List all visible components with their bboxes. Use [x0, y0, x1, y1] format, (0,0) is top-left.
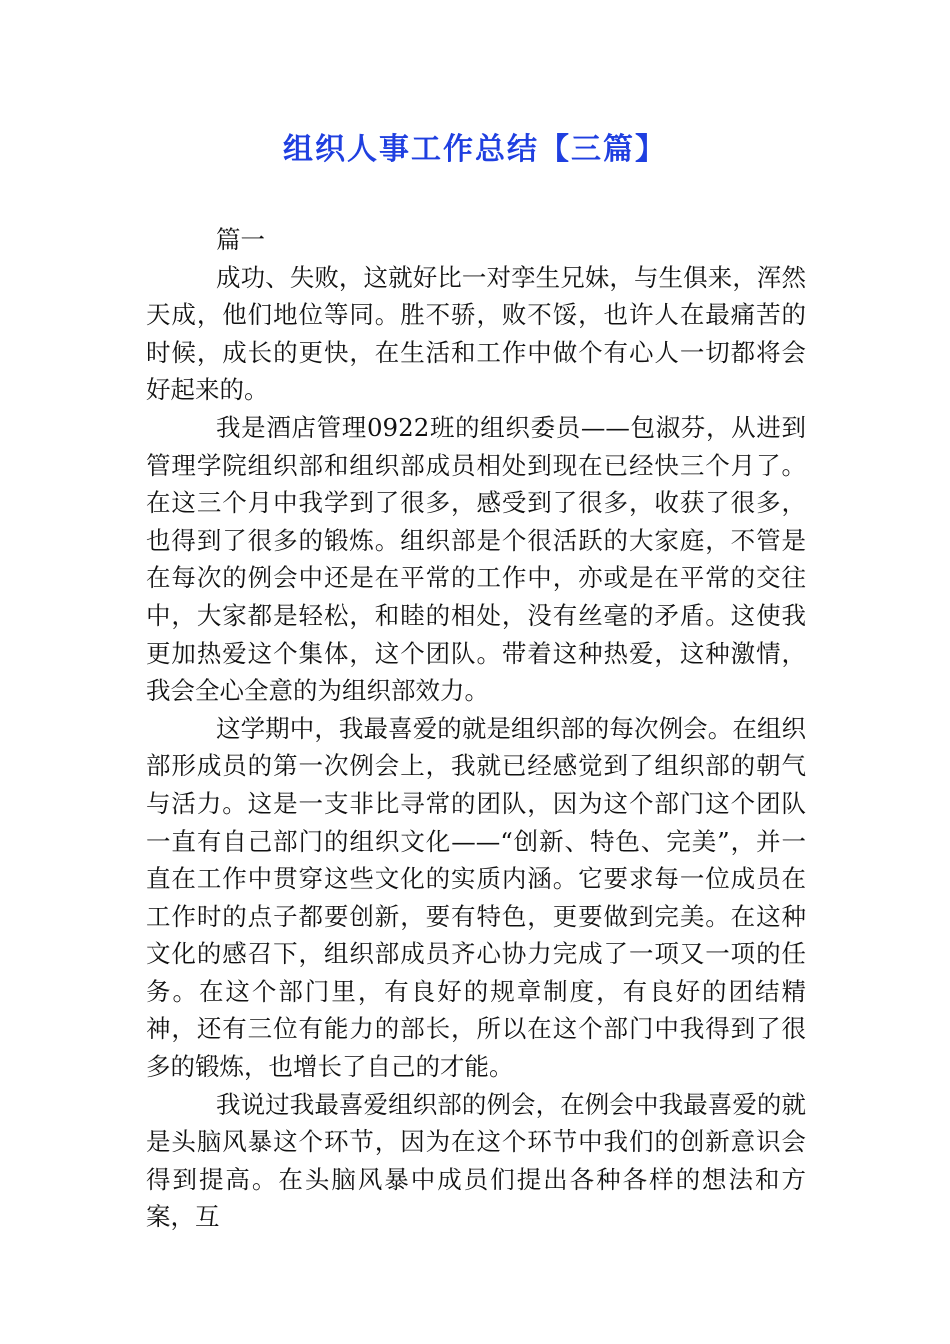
document-title: 组织人事工作总结【三篇】	[283, 132, 667, 167]
paragraph-3: 这学期中，我最喜爱的就是组织部的每次例会。在组织部形成员的第一次例会上，我就已经感觉到了组织部的朝气与活力。这是一支非比寻常的团队，因为这个部门这个团队一直有自己部门的组织文化——“创新、特色、完美”，并一直在工作中贯穿这些文化的实质内涵。它要求每一位成员在工作时的点子都要创新，要有特色，更要做到完美。在这种文化的感召下，组织部成员齐心协力完成了一项又一项的任务。在这个部门里，有良好的规章制度，有良好的团结精神，还有三位有能力的部长，所以在这个部门中我得到了很多的锻炼，也增长了自己的才能。	[146, 713, 806, 1082]
paragraph-2: 我是酒店管理0922班的组织委员——包淑芬，从进到管理学院组织部和组织部成员相处到现在已经快三个月了。在这三个月中我学到了很多，感受到了很多，收获了很多，也得到了很多的锻炼。组织部是个很活跃的大家庭，不管是在每次的例会中还是在平常的工作中，亦或是在平常的交往中，大家都是轻松，和睦的相处，没有丝毫的矛盾。这使我更加热爱这个集体，这个团队。带着这种热爱，这种激情，我会全心全意的为组织部效力。	[146, 412, 806, 706]
document-body	[146, 221, 806, 1236]
section-heading: 篇一	[216, 225, 265, 254]
paragraph-4: 我说过我最喜爱组织部的例会，在例会中我最喜爱的就是头脑风暴这个环节，因为在这个环节中我们的创新意识会得到提高。在头脑风暴中成员们提出各种各样的想法和方案，互	[146, 1089, 806, 1232]
paragraph-1: 成功、失败，这就好比一对孪生兄妹，与生俱来，浑然天成，他们地位等同。胜不骄，败不馁，也许人在最痛苦的时候，成长的更快，在生活和工作中做个有心人一切都将会好起来的。	[146, 262, 806, 405]
